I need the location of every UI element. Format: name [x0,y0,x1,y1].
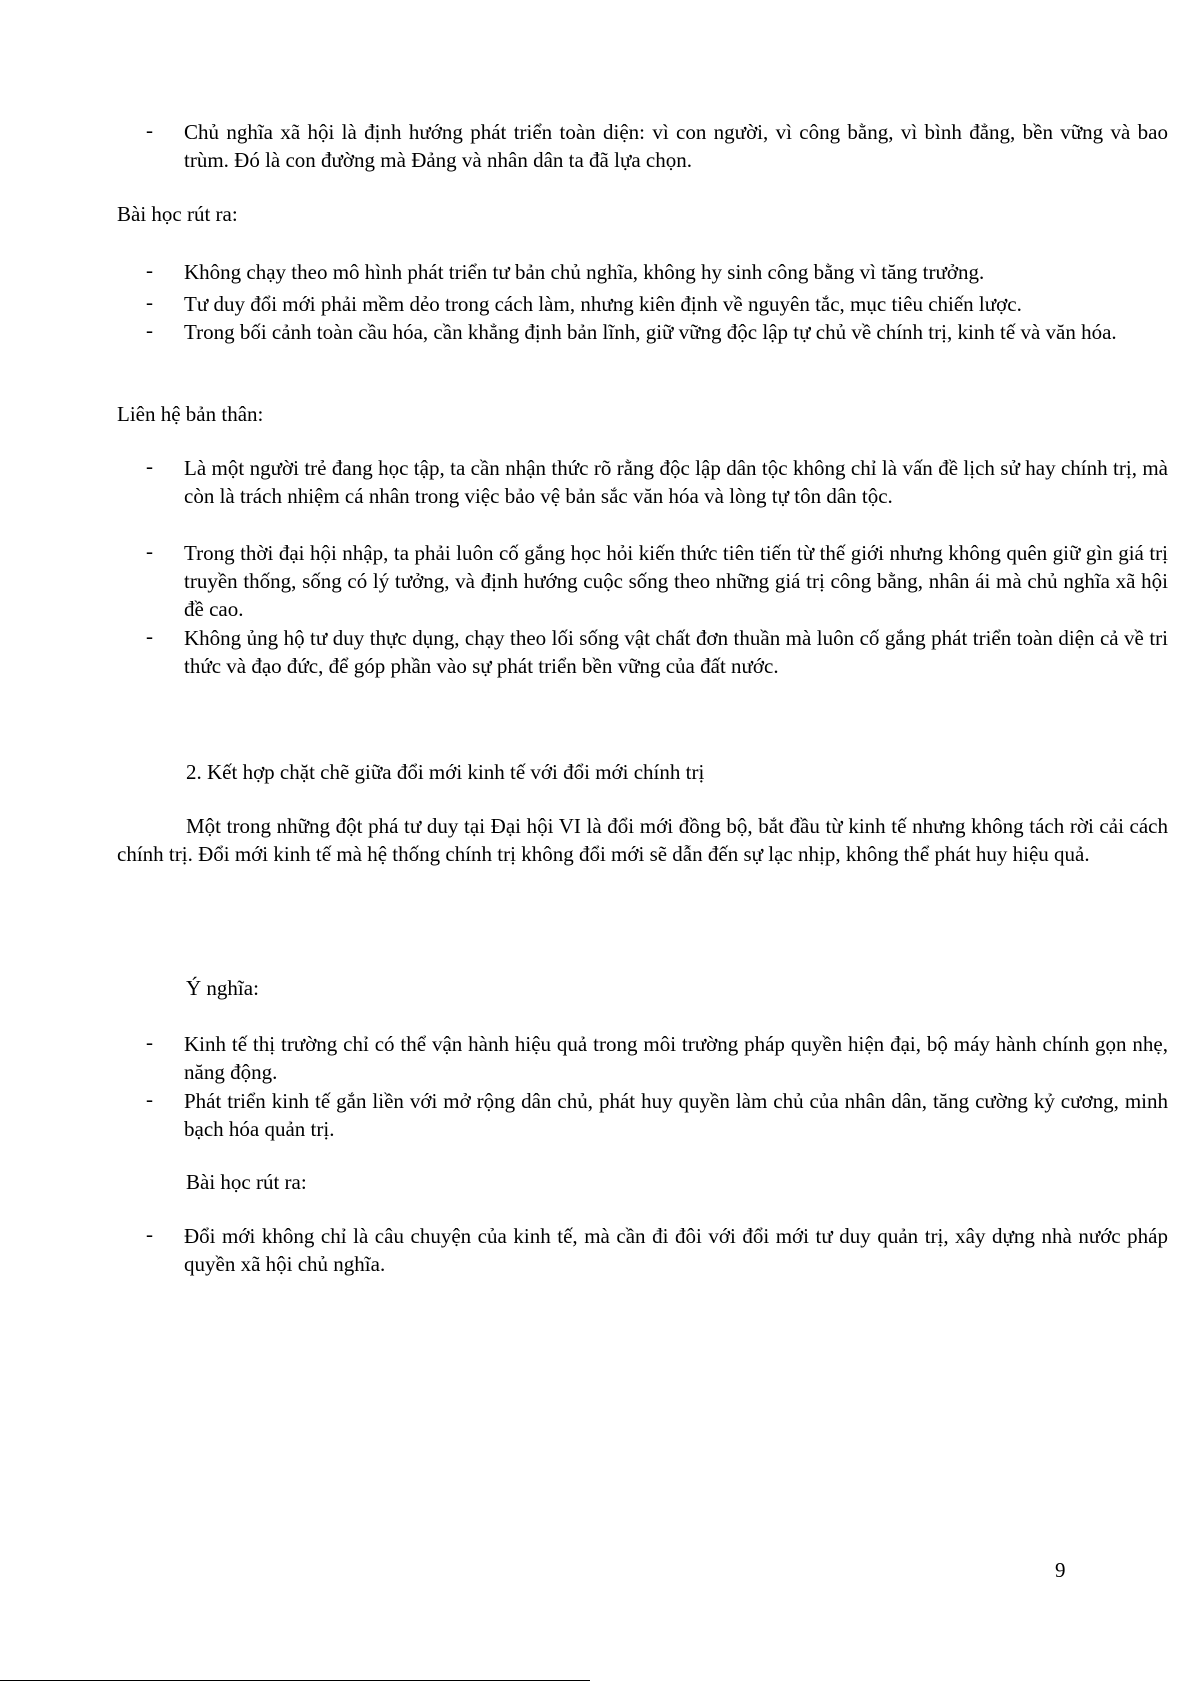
bullet-marker: - [146,1030,153,1054]
bullet-marker: - [146,1222,153,1246]
bullet-text: Trong bối cảnh toàn cầu hóa, cần khẳng định bản lĩnh, giữ vững độc lập tự chủ về chính trị, kinh tế và văn hóa. [184,320,1117,344]
bullet-text: Trong thời đại hội nhập, ta phải luôn cố gắng học hỏi kiến thức tiên tiến từ thế giới nhưng không quên giữ gìn giá trị truyền thống, sống có lý tưởng, và định hướng cuộc sống theo những giá trị công bằng, nhân ái mà chủ nghĩa xã hội đề cao. [184,541,1168,621]
section-label: Bài học rút ra: [117,202,238,226]
bullet-text: Đổi mới không chỉ là câu chuyện của kinh tế, mà cần đi đôi với đổi mới tư duy quản trị, xây dựng nhà nước pháp quyền xã hội chủ nghĩa. [184,1224,1168,1276]
bullet-marker: - [146,1087,153,1111]
bullet-marker: - [146,539,153,563]
bullet-text: Là một người trẻ đang học tập, ta cần nhận thức rõ rằng độc lập dân tộc không chỉ là vấn đề lịch sử hay chính trị, mà còn là trách nhiệm cá nhân trong việc bảo vệ bản sắc văn hóa và lòng tự tôn dân tộc. [184,456,1168,508]
bullet-marker: - [146,454,153,478]
bullet-text: Không chạy theo mô hình phát triển tư bản chủ nghĩa, không hy sinh công bằng vì tăng trưởng. [184,260,985,284]
section-label: Bài học rút ra: [186,1170,307,1194]
bullet-marker: - [146,290,153,314]
bullet-text: Tư duy đổi mới phải mềm dẻo trong cách làm, nhưng kiên định về nguyên tắc, mục tiêu chiến lược. [184,292,1022,316]
bullet-text: Không ủng hộ tư duy thực dụng, chạy theo lối sống vật chất đơn thuần mà luôn cố gắng phát triển toàn diện cả về tri thức và đạo đức, để góp phần vào sự phát triển bền vững của đất nước. [184,626,1168,678]
section-label: Liên hệ bản thân: [117,402,264,426]
section-heading: 2. Kết hợp chặt chẽ giữa đổi mới kinh tế với đổi mới chính trị [186,760,705,784]
page-number: 9 [1055,1558,1066,1582]
bullet-marker: - [146,624,153,648]
bullet-marker: - [146,258,153,282]
bullet-text: Kinh tế thị trường chỉ có thể vận hành hiệu quả trong môi trường pháp quyền hiện đại, bộ máy hành chính gọn nhẹ, năng động. [184,1032,1168,1084]
bullet-text: Phát triển kinh tế gắn liền với mở rộng dân chủ, phát huy quyền làm chủ của nhân dân, tăng cường kỷ cương, minh bạch hóa quản trị. [184,1089,1168,1141]
bullet-marker: - [146,118,153,142]
bullet-text: Chủ nghĩa xã hội là định hướng phát triển toàn diện: vì con người, vì công bằng, vì bình đẳng, bền vững và bao trùm. Đó là con đường mà Đảng và nhân dân ta đã lựa chọn. [184,120,1168,172]
body-paragraph: Một trong những đột phá tư duy tại Đại hội VI là đổi mới đồng bộ, bắt đầu từ kinh tế nhưng không tách rời cải cách chính trị. Đổi mới kinh tế mà hệ thống chính trị không đổi mới sẽ dẫn đến sự lạc nhịp, không thể phát huy hiệu quả. [117,814,1168,866]
bullet-marker: - [146,318,153,342]
footer-divider [0,1680,590,1681]
section-label: Ý nghĩa: [186,976,259,1000]
